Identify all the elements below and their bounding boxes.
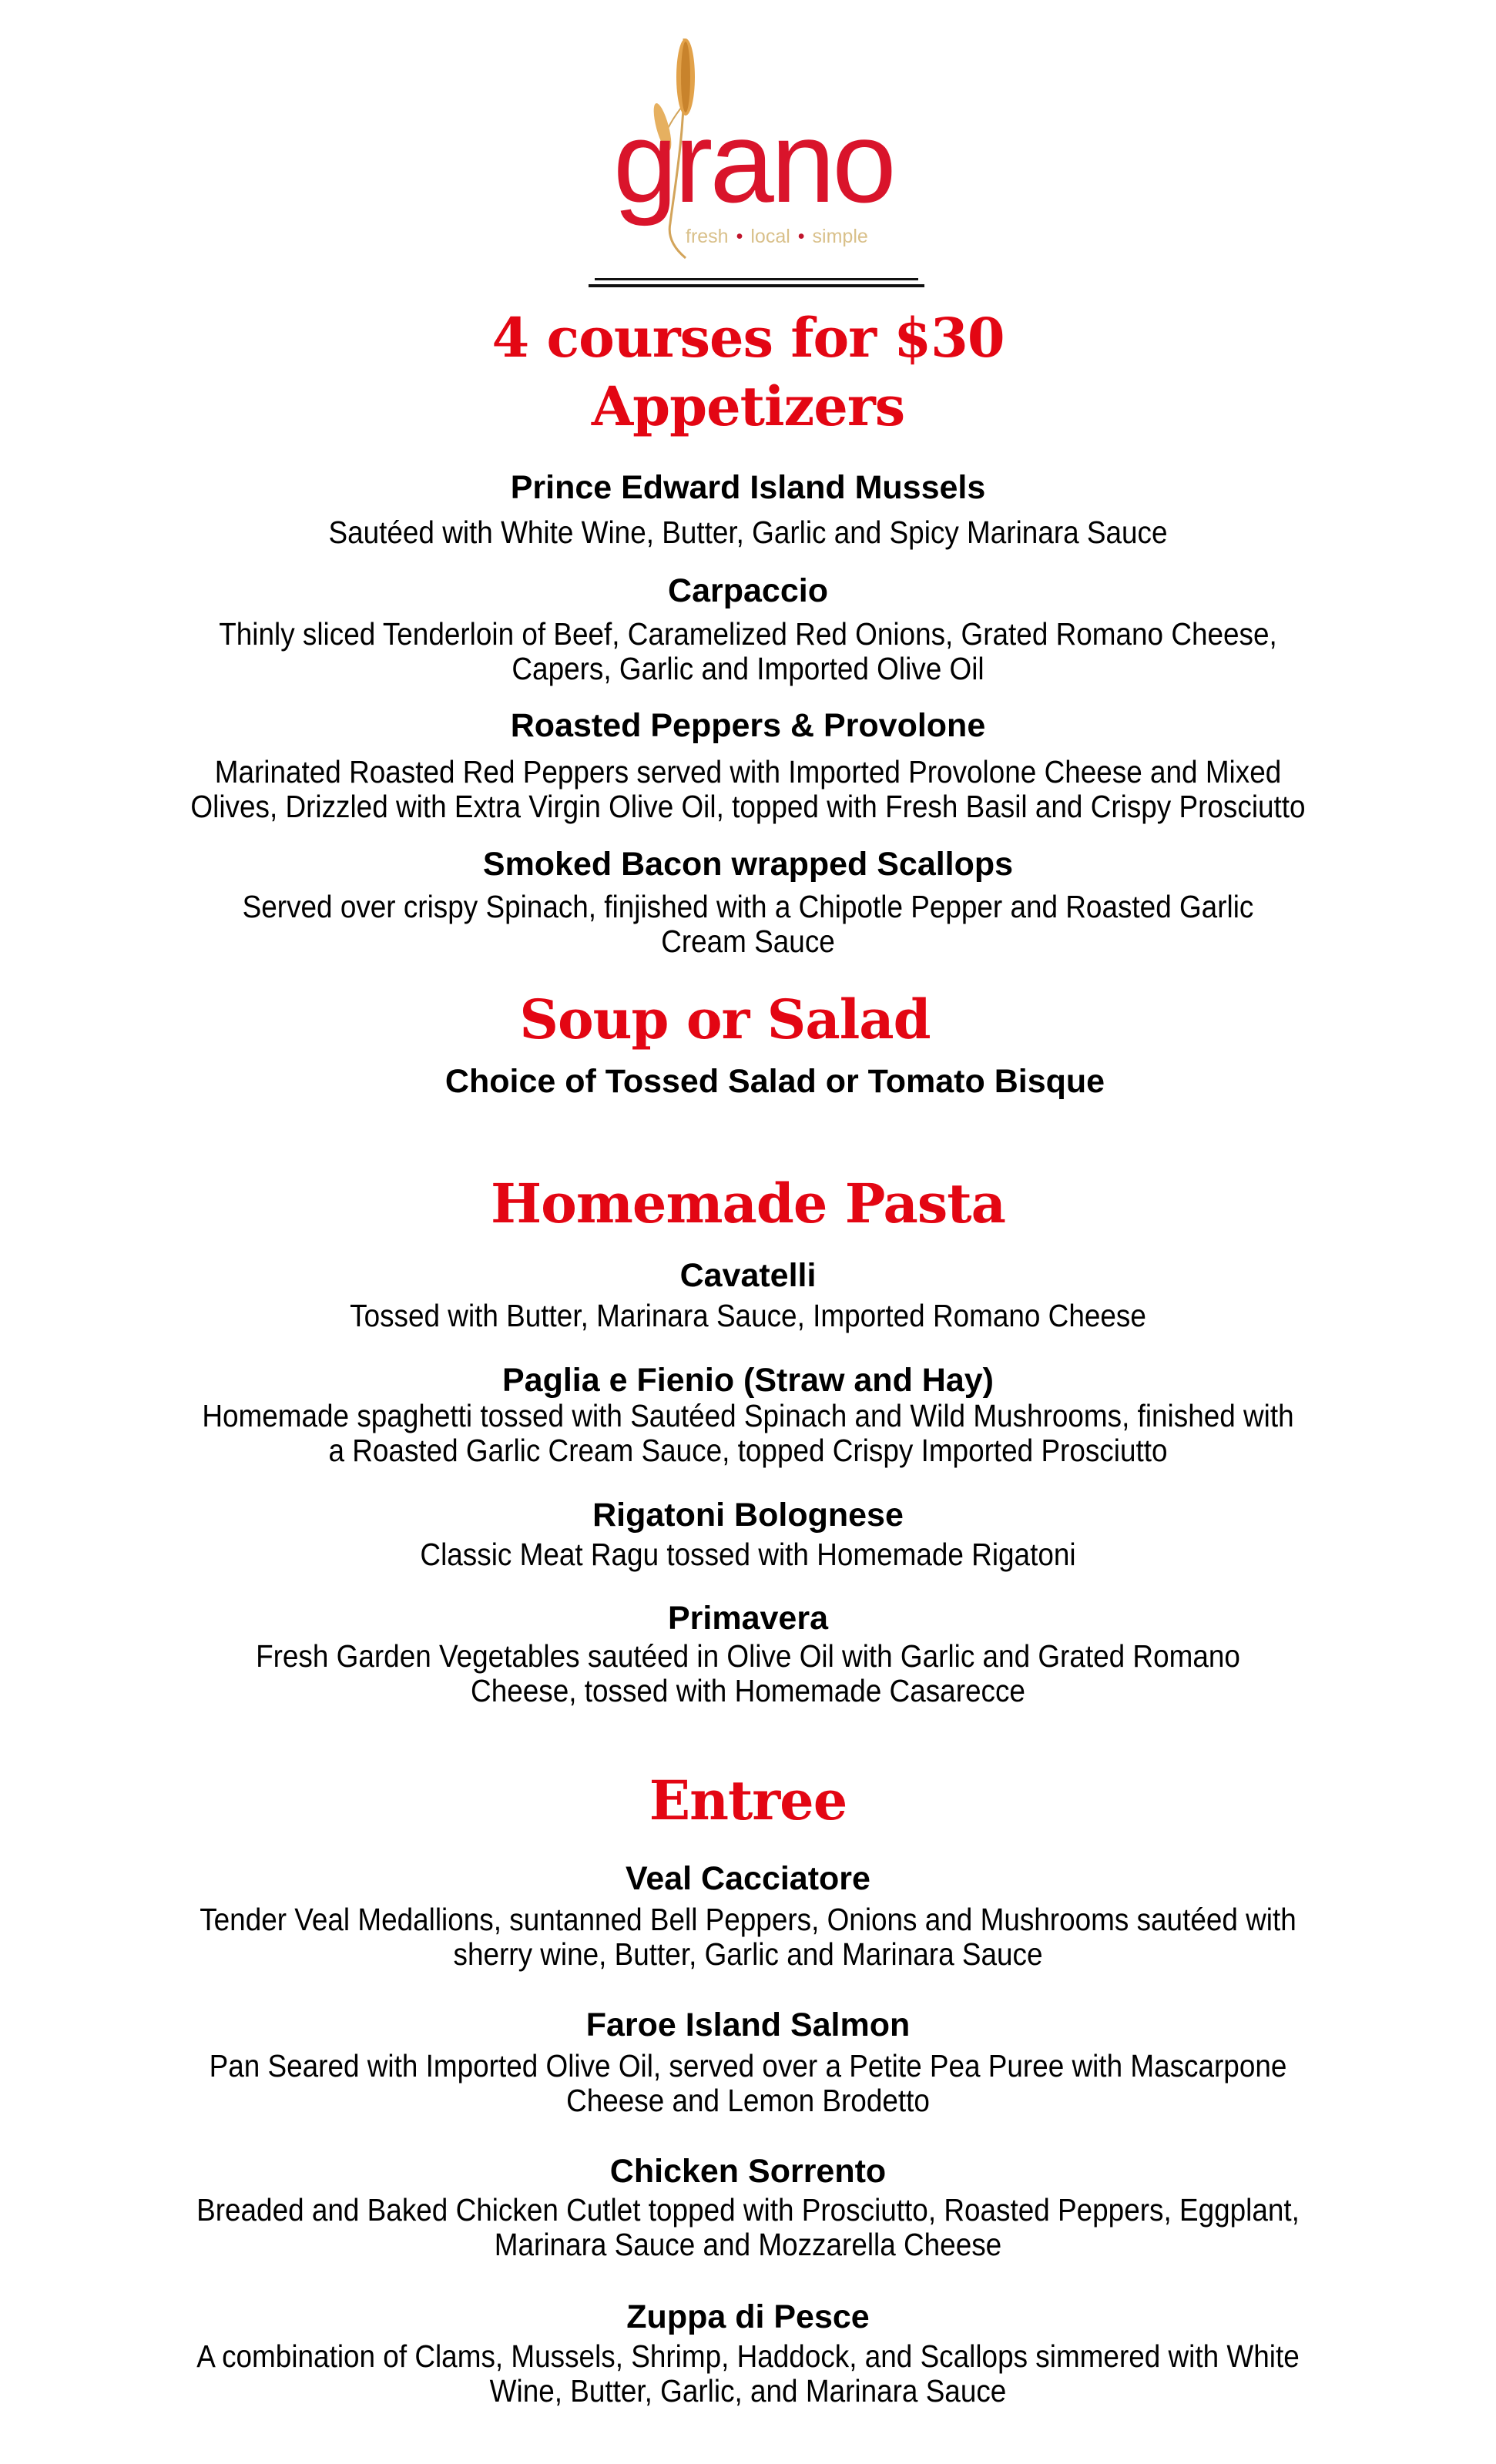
menu-item-description (0, 1537, 1496, 1572)
menu-item-description (0, 1399, 1496, 1468)
description-line: Cheese and Lemon Brodetto (566, 2083, 930, 2118)
menu-item-name: Carpaccio (668, 572, 828, 609)
description-line: Olives, Drizzled with Extra Virgin Olive Oil, topped with Fresh Basil and Crispy Prosciutto (190, 789, 1306, 824)
description-line: Homemade spaghetti tossed with Sautéed Spinach and Wild Mushrooms, finished with (202, 1398, 1294, 1433)
tagline-word: simple (812, 226, 868, 247)
menu-item-name: Zuppa di Pesce (626, 2298, 870, 2335)
menu-item-name: Roasted Peppers & Provolone (510, 707, 986, 744)
menu-item-name: Chicken Sorrento (609, 2153, 887, 2190)
description-line: Pan Seared with Imported Olive Oil, served over a Petite Pea Puree with Mascarpone (209, 2048, 1287, 2084)
menu-item-name: Primavera (668, 1600, 828, 1637)
description-line: sherry wine, Butter, Garlic and Marinara Sauce (453, 1936, 1043, 1972)
menu-item-name: Rigatoni Bolognese (592, 1497, 904, 1534)
menu-item-description (0, 1299, 1496, 1333)
menu-item-description (0, 515, 1496, 550)
offer-heading: 4 courses for $30 (491, 306, 1005, 370)
grano-logo (601, 31, 909, 262)
menu-item-name: Veal Cacciatore (626, 1860, 870, 1897)
description-line: Marinara Sauce and Mozzarella Cheese (494, 2227, 1002, 2262)
description-line: Cheese, tossed with Homemade Casarecce (471, 1673, 1025, 1708)
menu-item-description (0, 890, 1496, 959)
description-line: Tender Veal Medallions, suntanned Bell Peppers, Onions and Mushrooms sautéed with (200, 1902, 1296, 1937)
menu-item-description (0, 617, 1496, 686)
tagline-word: fresh (686, 226, 729, 247)
description-line: Marinated Roasted Red Peppers served with Imported Provolone Cheese and Mixed (214, 754, 1282, 789)
menu-item-name: Smoked Bacon wrapped Scallops (482, 846, 1014, 883)
menu-item-description (0, 755, 1496, 824)
description-line: Fresh Garden Vegetables sautéed in Olive Oil with Garlic and Grated Romano (256, 1638, 1240, 1674)
menu-item-name: Prince Edward Island Mussels (510, 469, 986, 506)
description-line: A combination of Clams, Mussels, Shrimp, Haddock, and Scallops simmered with White (196, 2338, 1300, 2374)
section-heading: Entree (649, 1768, 847, 1832)
menu-item-name: Cavatelli (679, 1257, 817, 1294)
tagline-word: local (750, 226, 790, 247)
section-heading: Appetizers (591, 374, 905, 438)
menu-item-description (0, 1902, 1496, 1972)
description-line: Served over crispy Spinach, finjished with a Chipotle Pepper and Roasted Garlic (242, 889, 1254, 924)
description-line: Cream Sauce (661, 924, 835, 959)
logo-tagline: fresh • local • simple (686, 226, 868, 247)
divider-line (589, 284, 924, 287)
description-line: Thinly sliced Tenderloin of Beef, Caramelized Red Onions, Grated Romano Cheese, (219, 616, 1277, 652)
description-line: Sautéed with White Wine, Butter, Garlic and Spicy Marinara Sauce (328, 515, 1168, 550)
menu-item-description (0, 2049, 1496, 2118)
description-line: Capers, Garlic and Imported Olive Oil (512, 651, 984, 686)
menu-item-description (0, 1639, 1496, 1708)
menu-item-name: Faroe Island Salmon (585, 2006, 911, 2043)
section-heading: Soup or Salad (519, 987, 931, 1051)
description-line: Wine, Butter, Garlic, and Marinara Sauce (489, 2373, 1007, 2409)
divider-line (595, 278, 918, 280)
logo-wordmark: grano (613, 97, 894, 226)
description-line: Breaded and Baked Chicken Cutlet topped with Prosciutto, Roasted Peppers, Eggplant, (196, 2192, 1300, 2228)
menu-item-name: Choice of Tossed Salad or Tomato Bisque (444, 1063, 1105, 1100)
menu-item-description (0, 2193, 1496, 2262)
menu-item-description (0, 2339, 1496, 2409)
description-line: Classic Meat Ragu tossed with Homemade Rigatoni (420, 1537, 1076, 1572)
description-line: a Roasted Garlic Cream Sauce, topped Crispy Imported Prosciutto (328, 1433, 1168, 1468)
menu-item-name: Paglia e Fienio (Straw and Hay) (502, 1362, 994, 1399)
section-heading: Homemade Pasta (491, 1172, 1005, 1235)
description-line: Tossed with Butter, Marinara Sauce, Imported Romano Cheese (350, 1298, 1146, 1333)
